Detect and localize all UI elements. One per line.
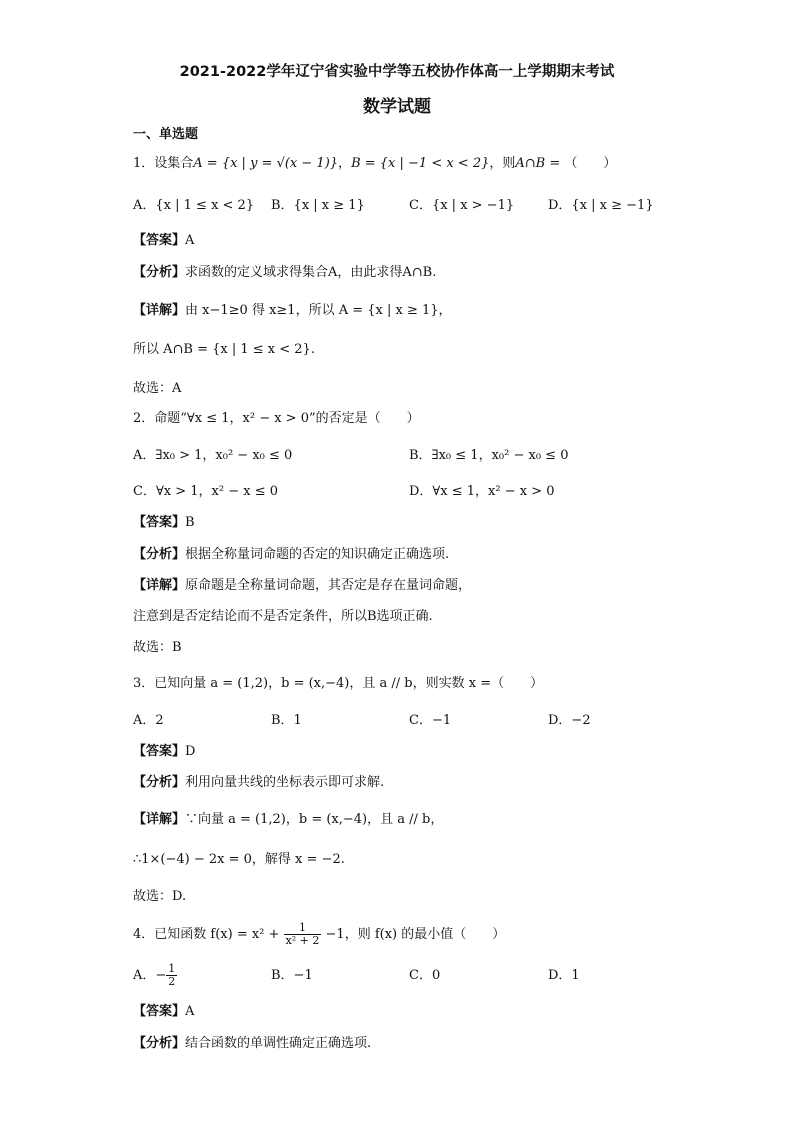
q3-option-a: A．2 [133, 713, 164, 728]
q1-answer: 【答案】A [133, 233, 195, 248]
q3-detail-2: ∴1×(−4) − 2x = 0，解得 x = −2. [133, 852, 345, 867]
q2-detail-2: 注意到是否定结论而不是否定条件，所以B选项正确. [133, 609, 433, 624]
q4-analysis: 【分析】结合函数的单调性确定正确选项. [133, 1036, 372, 1051]
q3-detail-1: 【详解】∵向量 a = (1,2)，b = (x,−4)，且 a // b， [133, 812, 444, 827]
section-heading: 一、单选题 [133, 127, 199, 142]
q4-option-d: D．1 [548, 968, 580, 983]
q4-option-b: B．−1 [271, 968, 313, 983]
q1-option-c: C．{x | x > −1} [409, 198, 515, 213]
q2-stem: 2．命题“∀x ≤ 1，x² − x > 0”的否定是（ ） [133, 411, 420, 426]
q4-stem: 4．已知函数 f(x) = x² + $\frac{1}{\text{x² + 2}}$ −1，则 f(x) 的最小值（ ） [133, 921, 506, 947]
q3-answer: 【答案】D [133, 744, 196, 759]
q2-detail-1: 【详解】原命题是全称量词命题，其否定是存在量词命题， [133, 578, 472, 593]
q3-stem: 3．已知向量 a = (1,2)，b = (x,−4)，且 a // b，则实数 x =（ ） [133, 676, 544, 691]
q3-option-b: B．1 [271, 713, 302, 728]
q1-option-d: D．{x | x ≥ −1} [548, 198, 654, 213]
q4-option-c: C．0 [409, 968, 441, 983]
q2-option-c: C．∀x > 1，x² − x ≤ 0 [133, 484, 279, 499]
q2-analysis: 【分析】根据全称量词命题的否定的知识确定正确选项. [133, 547, 450, 562]
q3-option-c: C．−1 [409, 713, 452, 728]
q2-choice: 故选：B [133, 640, 182, 655]
q3-choice: 故选：D. [133, 889, 187, 904]
exam-subtitle: 数学试题 [363, 97, 431, 117]
q2-option-a: A．∃x₀ > 1，x₀² − x₀ ≤ 0 [133, 448, 293, 463]
exam-title: 2021-2022学年辽宁省实验中学等五校协作体高一上学期期末考试 [179, 64, 615, 80]
q2-option-b: B．∃x₀ ≤ 1，x₀² − x₀ ≤ 0 [409, 448, 569, 463]
q3-option-d: D．−2 [548, 713, 591, 728]
q2-option-d: D．∀x ≤ 1，x² − x > 0 [409, 484, 555, 499]
q1-detail-1: 【详解】由 x−1≥0 得 x≥1，所以 A = {x | x ≥ 1}， [133, 303, 452, 318]
q1-detail-2: 所以 A∩B = {x | 1 ≤ x < 2}. [133, 342, 315, 357]
q1-analysis: 【分析】求函数的定义域求得集合A，由此求得A∩B. [133, 265, 437, 280]
q1-choice: 故选：A [133, 381, 182, 396]
q2-answer: 【答案】B [133, 515, 195, 530]
q4-answer: 【答案】A [133, 1004, 195, 1019]
q3-analysis: 【分析】利用向量共线的坐标表示即可求解. [133, 775, 385, 790]
q1-option-a: A．{x | 1 ≤ x < 2} [133, 198, 255, 213]
q1-option-b: B．{x | x ≥ 1} [271, 198, 365, 213]
q4-option-a: A．− $\frac{1}{2}$ [133, 962, 176, 988]
q4-fraction: $\frac{1}{\text{x² + 2}}$ [285, 921, 320, 947]
q1-stem: 1．设集合A = {x | y = √(x − 1)}，B = {x | −1 < x < 2}，则A∩B = （ ） [133, 156, 617, 171]
